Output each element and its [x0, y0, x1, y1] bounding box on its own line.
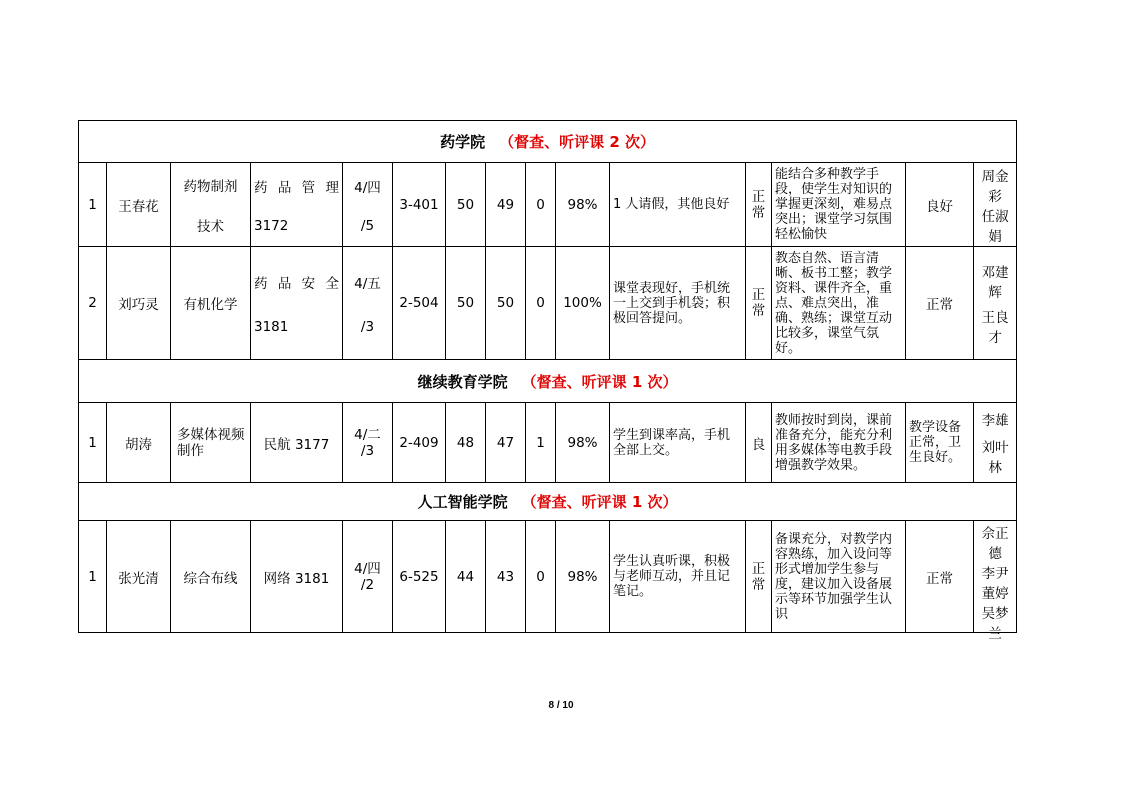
expected-count: 48	[446, 403, 486, 483]
equipment-status: 正常	[906, 247, 974, 360]
actual-count: 49	[486, 163, 526, 247]
attendance-note: 课堂表现好，手机统一上交到手机袋；积极回答提问。	[610, 247, 746, 360]
section-header-row	[79, 483, 1017, 521]
class-time-period: /3	[360, 318, 375, 335]
row-number: 1	[79, 163, 107, 247]
actual-count: 43	[486, 521, 526, 633]
class-time	[343, 247, 393, 360]
inspectors	[974, 521, 1017, 642]
attendance-note: 学生认真听课，积极与老师互动，并且记笔记。	[610, 521, 746, 633]
inspector-name: 邓建辉	[981, 264, 1009, 301]
course-name: 综合布线	[171, 521, 251, 633]
class-major	[254, 176, 339, 196]
section-header-ai	[79, 483, 1017, 521]
inspectors	[974, 163, 1017, 247]
class-time-period: /5	[360, 217, 375, 234]
section-note: （督查、听评课 1 次）	[521, 493, 678, 511]
class-name	[251, 163, 343, 247]
section-header-row	[79, 121, 1017, 163]
row-number: 2	[79, 247, 107, 360]
teaching-evaluation: 备课充分，对教学内容熟练，加入设问等形式增加学生参与度，建议加入设备展示等环节加强学生认识	[772, 521, 906, 633]
section-header-continuing-education	[79, 360, 1017, 403]
class-time-day: 4/五	[354, 275, 381, 292]
table-row	[79, 163, 1017, 247]
status-char: 正	[751, 560, 766, 577]
teacher-name: 王春花	[107, 163, 171, 247]
course-name: 有机化学	[171, 247, 251, 360]
class-code: 3181	[254, 318, 289, 335]
class-major-char: 管	[301, 179, 316, 196]
class-time-day: 4/四	[354, 179, 381, 196]
expected-count: 50	[446, 163, 486, 247]
classroom: 6-525	[393, 521, 446, 633]
status-char: 常	[751, 303, 766, 319]
inspection-report-table	[78, 120, 1017, 642]
section-title: 人工智能学院	[417, 493, 508, 511]
status-char: 正	[751, 188, 766, 205]
class-code: 3172	[254, 217, 289, 234]
teacher-name: 张光清	[107, 521, 171, 633]
status-char: 常	[751, 576, 766, 593]
inspector-name: 吴梦兰	[981, 605, 1009, 642]
attendance-rate: 98%	[556, 163, 610, 247]
class-time	[343, 163, 393, 247]
actual-count: 50	[486, 247, 526, 360]
class-time-day: 4/二	[354, 426, 381, 443]
class-name: 民航 3177	[251, 403, 343, 483]
inspector-name: 李雄	[981, 413, 1009, 429]
inspectors	[974, 247, 1017, 360]
course-name	[171, 163, 251, 247]
attendance-note: 1 人请假，其他良好	[610, 163, 746, 247]
inspector-name: 任淑娟	[981, 208, 1009, 245]
teaching-evaluation: 能结合多种教学手段，使学生对知识的掌握更深刻，难易点突出；课堂学习氛围轻松愉快	[772, 163, 906, 247]
absent-count: 0	[526, 163, 556, 247]
class-major-char: 品	[277, 275, 292, 292]
expected-count: 44	[446, 521, 486, 633]
actual-count: 47	[486, 403, 526, 483]
section-header-pharmacy	[79, 121, 1017, 163]
class-time	[343, 521, 393, 633]
teaching-status	[746, 163, 772, 247]
course-name-line: 技术	[197, 218, 224, 235]
inspector-name: 董婷	[981, 585, 1009, 602]
class-major-char: 药	[254, 179, 268, 196]
inspectors	[974, 403, 1017, 483]
class-time-period: /3	[360, 442, 375, 459]
class-name	[251, 247, 343, 360]
attendance-rate: 98%	[556, 403, 610, 483]
inspector-name: 王良才	[981, 309, 1009, 346]
expected-count: 50	[446, 247, 486, 360]
class-major-char: 安	[301, 275, 316, 292]
row-number: 1	[79, 403, 107, 483]
table-row	[79, 247, 1017, 360]
equipment-status: 教学设备正常，卫生良好。	[906, 403, 974, 483]
section-title: 继续教育学院	[417, 372, 508, 391]
page-number: 8 / 10	[548, 700, 574, 711]
teaching-status	[746, 247, 772, 360]
attendance-rate: 100%	[556, 247, 610, 360]
inspector-name: 李尹	[981, 565, 1009, 582]
class-major	[254, 272, 339, 292]
classroom: 2-504	[393, 247, 446, 360]
class-major-char: 品	[277, 179, 292, 196]
class-time-period: /2	[360, 576, 375, 593]
class-time-day: 4/四	[354, 560, 381, 577]
classroom: 2-409	[393, 403, 446, 483]
class-major-char: 理	[325, 179, 339, 196]
classroom: 3-401	[393, 163, 446, 247]
status-char: 常	[751, 204, 766, 221]
attendance-note: 学生到课率高，手机全部上交。	[610, 403, 746, 483]
equipment-status: 正常	[906, 521, 974, 633]
class-name: 网络 3181	[251, 521, 343, 633]
absent-count: 1	[526, 403, 556, 483]
course-name: 多媒体视频制作	[171, 403, 251, 483]
section-note: （督查、听评课 2 次）	[499, 133, 656, 151]
table-row	[79, 403, 1017, 483]
teaching-evaluation: 教态自然、语言清晰、板书工整；教学资料、课件齐全，重点、难点突出，准确、熟练；课堂互动比较多，课堂气氛好。	[772, 247, 906, 360]
teaching-status	[746, 521, 772, 633]
table-row	[79, 521, 1017, 633]
teacher-name: 刘巧灵	[107, 247, 171, 360]
inspector-name: 周金彩	[981, 168, 1009, 205]
course-name-line: 药物制剂	[183, 178, 238, 195]
teaching-evaluation: 教师按时到岗，课前准备充分，能充分利用多媒体等电教手段增强教学效果。	[772, 403, 906, 483]
section-title: 药学院	[440, 133, 486, 151]
section-header-row	[79, 360, 1017, 403]
inspector-name: 刘叶林	[981, 440, 1009, 476]
class-major-char: 药	[254, 275, 268, 292]
class-major-char: 全	[325, 275, 339, 292]
teaching-status: 良	[746, 403, 772, 483]
row-number: 1	[79, 521, 107, 633]
section-note: （督查、听评课 1 次）	[521, 372, 678, 391]
teacher-name: 胡涛	[107, 403, 171, 483]
absent-count: 0	[526, 247, 556, 360]
class-time	[343, 403, 393, 483]
status-char: 正	[751, 287, 766, 303]
attendance-rate: 98%	[556, 521, 610, 633]
absent-count: 0	[526, 521, 556, 633]
inspector-name: 佘正德	[981, 525, 1009, 562]
equipment-status: 良好	[906, 163, 974, 247]
